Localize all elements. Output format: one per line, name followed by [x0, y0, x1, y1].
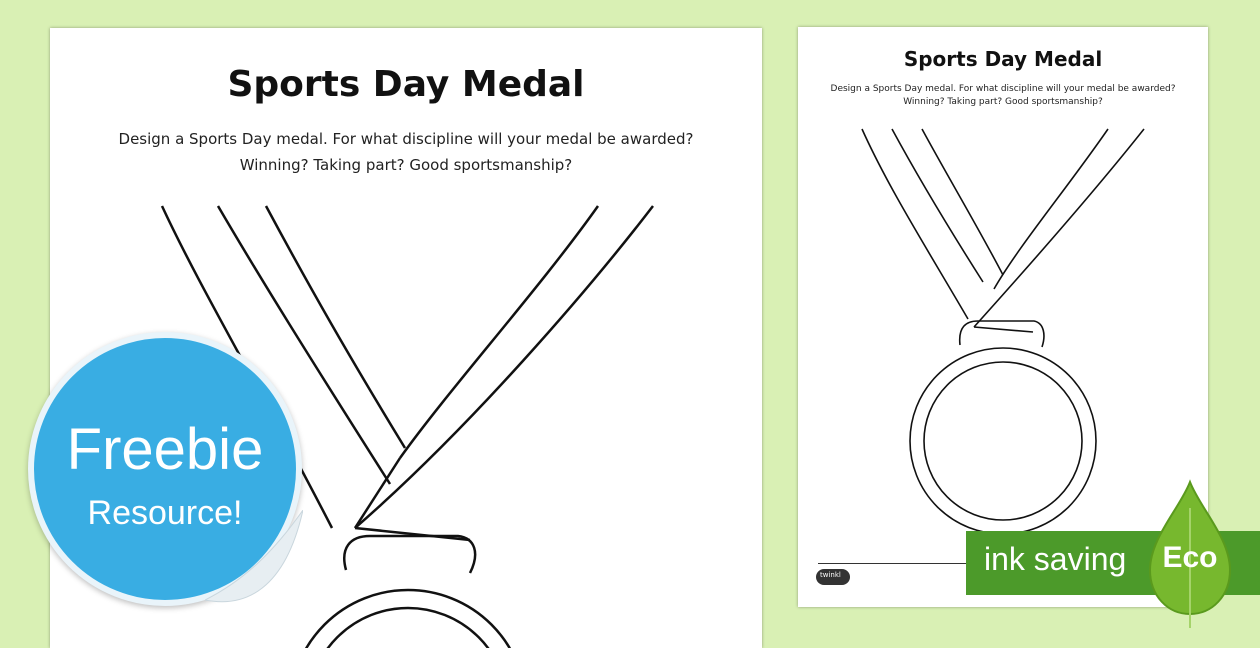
eco-banner-text: ink saving: [984, 541, 1127, 577]
page-curl-icon: [205, 510, 303, 608]
worksheet-description: Design a Sports Day medal. For what discipline will your medal be awarded? Winning? Taking part? Good sportsmanship?: [118, 130, 694, 174]
name-line: [818, 563, 983, 564]
badge-line1: Freebie: [66, 417, 264, 482]
worksheet-title-small: Sports Day Medal: [903, 47, 1103, 71]
twinkl-logo-text: twinkl: [820, 571, 841, 579]
eco-label: Eco: [1162, 541, 1218, 574]
worksheet-title: Sports Day Medal: [227, 64, 585, 105]
badge-line2: Resource!: [87, 494, 243, 532]
worksheet-description-small: Design a Sports Day medal. For what discipline will your medal be awarded? Winning? Taking part? Good sportsmanship?: [830, 84, 1176, 107]
